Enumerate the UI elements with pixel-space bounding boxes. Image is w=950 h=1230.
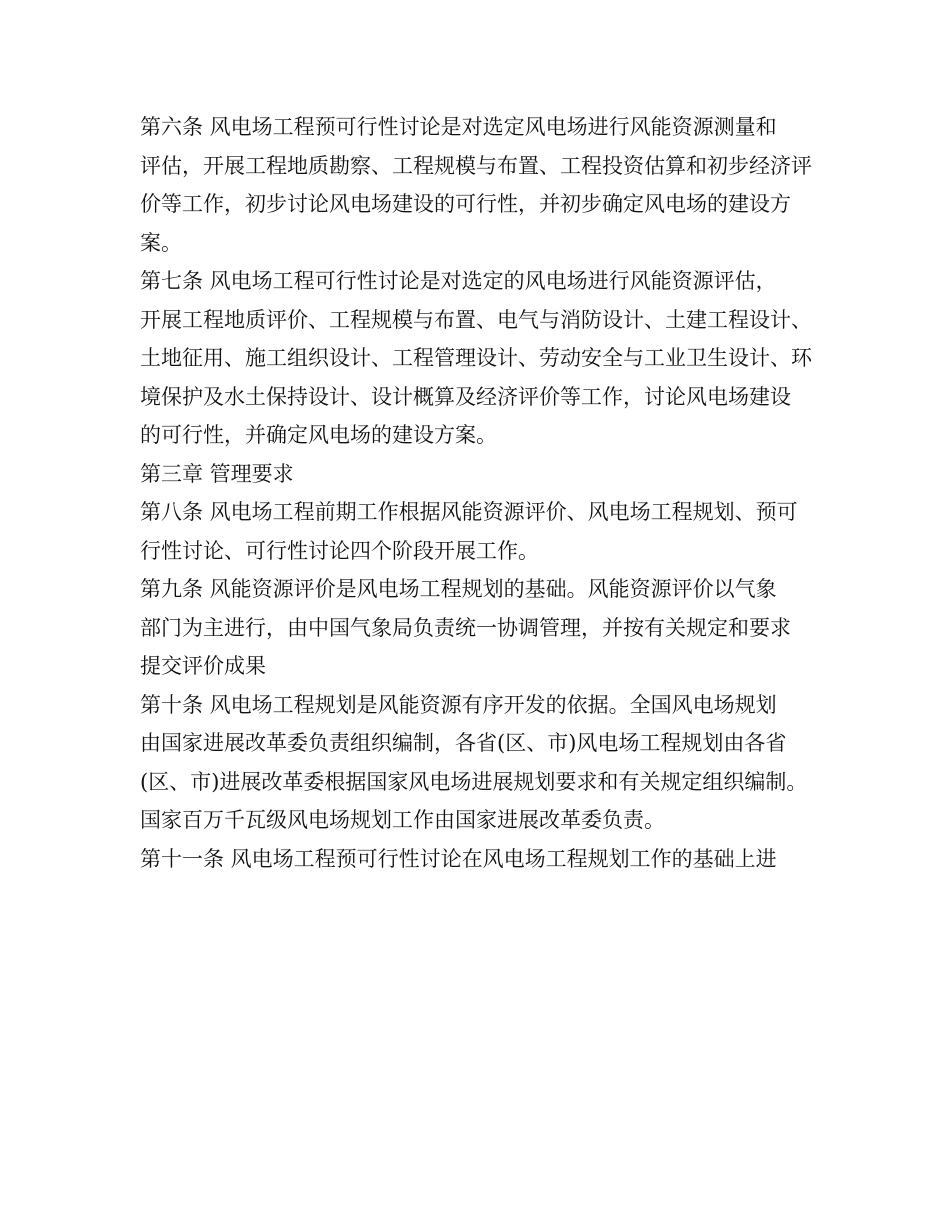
text-line: 第十条 风电场工程规划是风能资源有序开发的依据。全国风电场规划: [140, 692, 777, 717]
text-line: 第九条 风能资源评价是风电场工程规划的基础。风能资源评价以气象: [140, 577, 777, 601]
text-line: 的可行性，并确定风电场的建设方案。: [140, 423, 497, 447]
text-line: 开展工程地质评价、工程规模与布置、电气与消防设计、土建工程设计、: [140, 307, 812, 332]
text-line: 国家百万千瓦级风电场规划工作由国家进展改革委负责。: [140, 808, 665, 832]
text-line: 案。: [140, 230, 182, 255]
text-line: 土地征用、施工组织设计、工程管理设计、劳动安全与工业卫生设计、环: [140, 346, 812, 370]
text-line: 评估，开展工程地质勘察、工程规模与布置、工程投资估算和初步经济评: [140, 153, 812, 178]
text-line: 价等工作，初步讨论风电场建设的可行性，并初步确定风电场的建设方: [140, 192, 791, 216]
document-body: [140, 108, 830, 878]
text-line: 境保护及水土保持设计、设计概算及经济评价等工作，讨论风电场建设: [140, 384, 791, 409]
text-line: 由国家进展改革委负责组织编制，各省(区、市)风电场工程规划由各省: [140, 731, 787, 755]
text-line: (区、市)进展改革委根据国家风电场进展规划要求和有关规定组织编制。: [140, 769, 808, 794]
text-line: 第七条 风电场工程可行性讨论是对选定的风电场进行风能资源评估，: [140, 269, 777, 293]
text-line: 部门为主进行，由中国气象局负责统一协调管理，并按有关规定和要求: [140, 615, 791, 640]
chapter-heading: 第三章 管理要求: [140, 461, 294, 486]
text-line: 第八条 风电场工程前期工作根据风能资源评价、风电场工程规划、预可: [140, 500, 798, 524]
text-line: 提交评价成果: [140, 654, 266, 678]
text-line: 行性讨论、可行性讨论四个阶段开展工作。: [140, 538, 539, 563]
text-line: 第六条 风电场工程预可行性讨论是对选定风电场进行风能资源测量和: [140, 115, 777, 139]
text-line: 第十一条 风电场工程预可行性讨论在风电场工程规划工作的基础上进: [140, 846, 777, 871]
